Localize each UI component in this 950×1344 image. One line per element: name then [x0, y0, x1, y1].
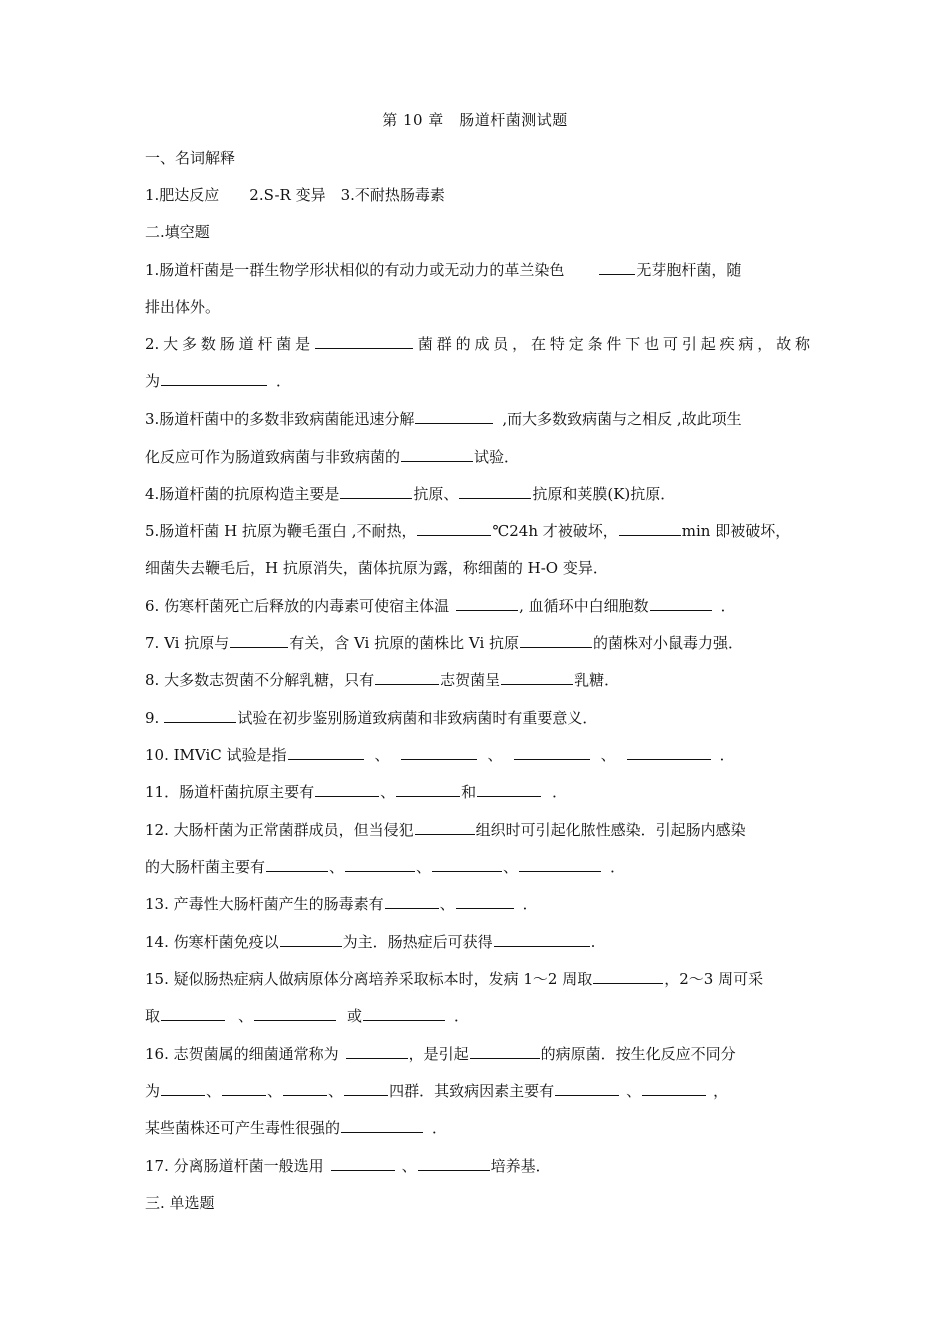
question-15-line-1	[145, 969, 810, 989]
question-text: 有关，含 Vi 抗原的菌株比 Vi 抗原	[289, 634, 520, 652]
question-text: 10. IMViC 试验是指	[145, 746, 287, 764]
separator: 、	[401, 1157, 417, 1175]
question-text: 培养基．	[490, 1157, 551, 1175]
question-12-line-2	[145, 857, 810, 877]
question-text: 14. 伤寒杆菌免疫以	[145, 933, 279, 951]
separator: 、	[328, 1082, 344, 1100]
answer-blank[interactable]	[266, 857, 328, 872]
answer-blank[interactable]	[520, 633, 592, 648]
question-text: 或	[347, 1007, 363, 1025]
answer-blank[interactable]	[470, 1044, 540, 1059]
question-text: 为	[145, 372, 161, 390]
question-text: 2.大多数肠道杆菌是	[145, 335, 315, 353]
question-3-line-1	[145, 409, 810, 429]
question-8	[145, 670, 810, 690]
answer-blank[interactable]	[345, 857, 415, 872]
answer-blank[interactable]	[418, 1156, 490, 1171]
question-10	[145, 745, 810, 765]
question-text: 为	[145, 1082, 161, 1100]
separator: 、	[380, 783, 396, 801]
question-text: ．	[432, 1119, 448, 1137]
question-text: 某些菌株还可产生毒性很强的	[145, 1119, 341, 1137]
question-text: 4.肠道杆菌的抗原构造主要是	[145, 485, 340, 503]
question-text: 16. 志贺菌属的细菌通常称为	[145, 1045, 339, 1063]
separator: 、	[416, 858, 432, 876]
separator: 、	[374, 746, 390, 764]
answer-blank[interactable]	[222, 1081, 266, 1096]
question-text: ．	[552, 783, 568, 801]
term-list: 1.肥达反应 2.S-R 变异 3.不耐热肠毒素	[145, 186, 445, 204]
question-4	[145, 484, 810, 504]
answer-blank[interactable]	[401, 745, 477, 760]
question-text: ．	[720, 597, 736, 615]
question-text: 组织时可引起化脓性感染．引起肠内感染	[475, 821, 746, 839]
separator: 、	[329, 858, 345, 876]
question-text: ，	[713, 1082, 729, 1100]
answer-blank[interactable]	[599, 260, 635, 275]
question-2-line-1	[145, 334, 810, 354]
question-text: 9.	[145, 709, 160, 727]
answer-blank[interactable]	[650, 596, 712, 611]
answer-blank[interactable]	[161, 1081, 205, 1096]
question-text: 抗原和荚膜(K)抗原．	[532, 485, 676, 503]
question-text: ℃24h 才被破坏，	[492, 522, 618, 540]
question-1-line-2: 排出体外。	[145, 298, 221, 316]
answer-blank[interactable]	[415, 409, 493, 424]
question-text: 试验．	[474, 448, 520, 466]
answer-blank[interactable]	[494, 932, 590, 947]
section-heading-1: 一、名词解释	[145, 149, 236, 167]
question-text: 1.肠道杆菌是一群生物学形状相似的有动力或无动力的革兰染色	[145, 261, 565, 279]
answer-blank[interactable]	[346, 1044, 408, 1059]
answer-blank[interactable]	[415, 820, 475, 835]
question-text: 的病原菌．按生化反应不同分	[540, 1045, 736, 1063]
question-9	[145, 708, 810, 728]
question-text: ．	[610, 858, 626, 876]
question-text: 无芽胞杆菌，随	[636, 261, 742, 279]
question-text: ，是引起	[408, 1045, 469, 1063]
question-text: , 血循环中白细胞数	[519, 597, 649, 615]
answer-blank[interactable]	[459, 484, 531, 499]
question-text: 8. 大多数志贺菌不分解乳糖，只有	[145, 671, 375, 689]
question-text: 乳糖．	[574, 671, 620, 689]
question-text: ，2～3 周可采	[664, 970, 764, 988]
answer-blank[interactable]	[283, 1081, 327, 1096]
question-text: 15. 疑似肠热症病人做病原体分离培养采取标本时，发病 1～2 周取	[145, 970, 593, 988]
answer-blank[interactable]	[161, 371, 267, 386]
answer-blank[interactable]	[288, 745, 364, 760]
answer-blank[interactable]	[164, 708, 236, 723]
answer-blank[interactable]	[340, 484, 412, 499]
question-16-line-3	[145, 1118, 810, 1138]
answer-blank[interactable]	[280, 932, 342, 947]
separator: 、	[626, 1082, 642, 1100]
answer-blank[interactable]	[501, 670, 573, 685]
question-text: 化反应可作为肠道致病菌与非致病菌的	[145, 448, 401, 466]
answer-blank[interactable]	[375, 670, 439, 685]
answer-blank[interactable]	[254, 1006, 336, 1021]
answer-blank[interactable]	[555, 1081, 619, 1096]
answer-blank[interactable]	[385, 894, 439, 909]
answer-blank[interactable]	[627, 745, 711, 760]
question-text: 试验在初步鉴别肠道致病菌和非致病菌时有重要意义．	[237, 709, 598, 727]
answer-blank[interactable]	[593, 969, 663, 984]
question-text: .	[590, 933, 596, 951]
question-13	[145, 894, 810, 914]
answer-blank[interactable]	[401, 447, 473, 462]
answer-blank[interactable]	[477, 782, 541, 797]
answer-blank[interactable]	[432, 857, 502, 872]
question-text: 志贺菌呈	[440, 671, 501, 689]
answer-blank[interactable]	[230, 633, 288, 648]
question-text: 13. 产毒性大肠杆菌产生的肠毒素有	[145, 895, 384, 913]
question-7	[145, 633, 810, 653]
question-text: 菌群的成员，在特定条件下也可引起疾病，故称	[414, 335, 810, 353]
question-text: 6. 伤寒杆菌死亡后释放的内毒素可使宿主体温	[145, 597, 450, 615]
answer-blank[interactable]	[456, 596, 518, 611]
question-1-line-1	[145, 260, 810, 280]
separator: 、	[439, 895, 455, 913]
answer-blank[interactable]	[642, 1081, 706, 1096]
question-text: 四群．其致病因素主要有	[389, 1082, 555, 1100]
question-text: ．	[454, 1007, 470, 1025]
separator: 、	[238, 1007, 254, 1025]
answer-blank[interactable]	[619, 521, 681, 536]
answer-blank[interactable]	[315, 334, 413, 349]
answer-blank[interactable]	[315, 782, 379, 797]
question-12-line-1	[145, 820, 810, 840]
question-15-line-2	[145, 1006, 810, 1026]
question-text: ．	[719, 746, 735, 764]
answer-blank[interactable]	[519, 857, 601, 872]
separator: 、	[487, 746, 503, 764]
answer-blank[interactable]	[363, 1006, 445, 1021]
question-text: 3.肠道杆菌中的多数非致病菌能迅速分解	[145, 410, 415, 428]
question-5-line-1	[145, 521, 810, 541]
question-text: 12. 大肠杆菌为正常菌群成员，但当侵犯	[145, 821, 414, 839]
answer-blank[interactable]	[344, 1081, 388, 1096]
question-2-line-2	[145, 371, 810, 391]
answer-blank[interactable]	[514, 745, 590, 760]
question-3-line-2	[145, 447, 810, 467]
question-text: 7. Vi 抗原与	[145, 634, 230, 652]
answer-blank[interactable]	[396, 782, 460, 797]
answer-blank[interactable]	[331, 1156, 395, 1171]
page-title: 第 10 章 肠道杆菌测试题	[382, 111, 568, 129]
question-text: 的大肠杆菌主要有	[145, 858, 266, 876]
question-text: 取	[145, 1007, 161, 1025]
question-11	[145, 782, 810, 802]
question-6	[145, 596, 810, 616]
answer-blank[interactable]	[456, 894, 514, 909]
question-16-line-2	[145, 1081, 810, 1101]
question-text: 11．肠道杆菌抗原主要有	[145, 783, 315, 801]
question-text: ．	[522, 895, 538, 913]
separator: 、	[206, 1082, 222, 1100]
separator: 、	[503, 858, 519, 876]
question-text: 17. 分离肠道杆菌一般选用	[145, 1157, 324, 1175]
answer-blank[interactable]	[161, 1006, 225, 1021]
separator: 、	[600, 746, 616, 764]
question-text: 和	[461, 783, 477, 801]
question-text: min 即被破坏，	[681, 522, 791, 540]
question-17	[145, 1156, 810, 1176]
question-text: 为主．肠热症后可获得	[342, 933, 493, 951]
question-text: ．	[276, 372, 292, 390]
question-text: ,而大多数致病菌与之相反 ,故此项生	[502, 410, 742, 428]
section-heading-2: 二.填空题	[145, 223, 210, 241]
section-heading-3: 三. 单选题	[145, 1194, 215, 1212]
answer-blank[interactable]	[417, 521, 491, 536]
question-16-line-1	[145, 1044, 810, 1064]
question-14	[145, 932, 810, 952]
question-text: 的菌株对小鼠毒力强．	[593, 634, 744, 652]
separator: 、	[267, 1082, 283, 1100]
answer-blank[interactable]	[341, 1118, 423, 1133]
question-text: 抗原、	[413, 485, 459, 503]
question-5-line-2: 细菌失去鞭毛后，H 抗原消失，菌体抗原为露，称细菌的 H-O 变异．	[145, 559, 608, 577]
question-text: 5.肠道杆菌 H 抗原为鞭毛蛋白 ,不耐热，	[145, 522, 417, 540]
